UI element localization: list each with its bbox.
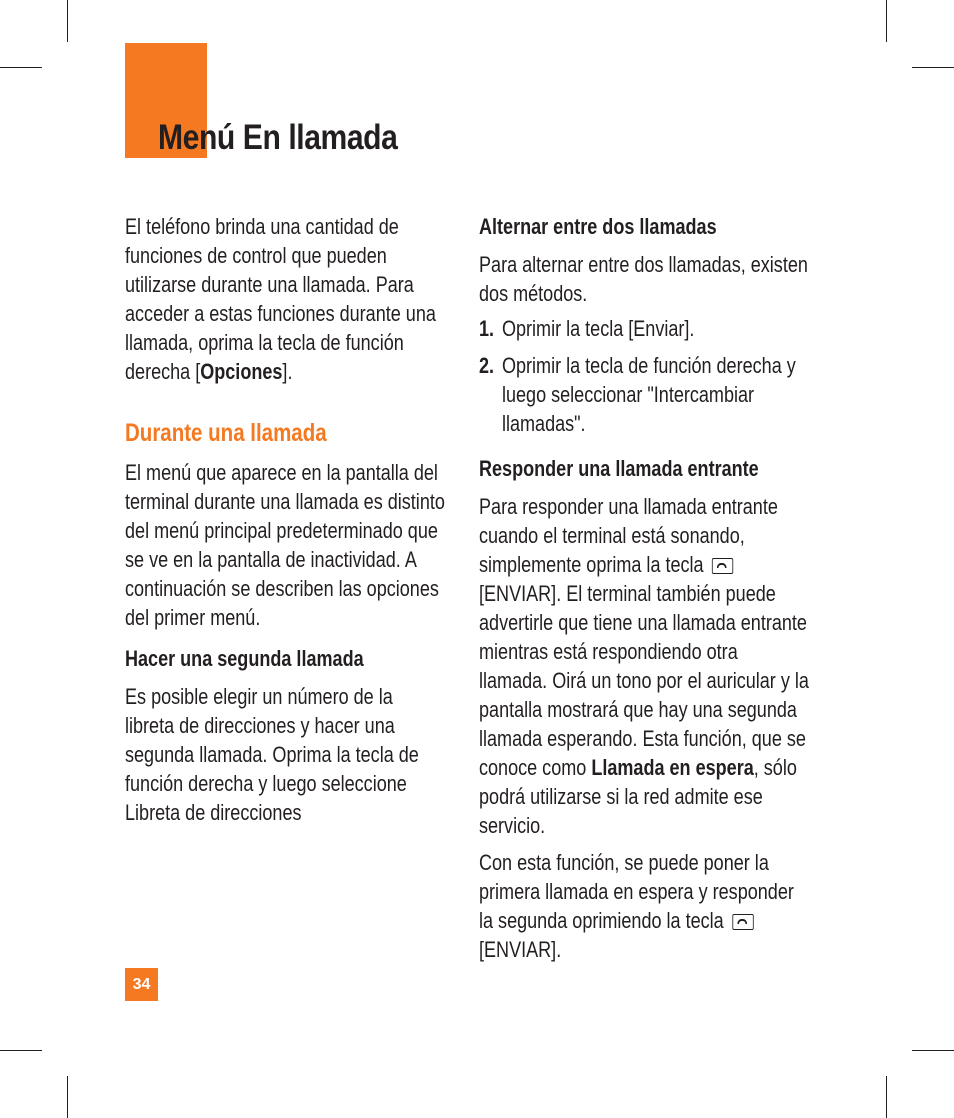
crop-mark <box>0 67 42 68</box>
hacer-heading: Hacer una segunda llamada <box>125 646 364 671</box>
crop-mark <box>67 0 68 42</box>
crop-mark <box>912 67 954 68</box>
crop-mark <box>886 1076 887 1118</box>
hacer-paragraph: Es posible elegir un número de la libreta de direcciones y hacer una segunda llamada. Oprima la tecla de función derecha y luego seleccione Libreta de direcciones <box>125 684 419 825</box>
responder-paragraph-2: Con esta función, se puede poner la primera llamada en espera y responder la segunda oprimiendo la tecla [ENVIAR]. <box>479 850 794 962</box>
left-column <box>125 212 445 827</box>
intro-paragraph: El teléfono brinda una cantidad de funciones de control que pueden utilizarse durante una llamada. Para acceder a estas funciones durante una llamada, oprima la tecla de función derecha [Opciones]. <box>125 214 436 384</box>
opciones-label: Opciones <box>200 359 283 384</box>
alternar-heading: Alternar entre dos llamadas <box>479 214 717 239</box>
durante-heading: Durante una llamada <box>125 419 327 447</box>
list-item: 2. Oprimir la tecla de función derecha y luego seleccionar "Intercambiar llamadas". <box>479 353 796 436</box>
phone-send-key-icon <box>732 914 753 930</box>
crop-mark <box>0 1050 42 1051</box>
crop-mark <box>912 1050 954 1051</box>
right-column <box>479 212 809 964</box>
responder-paragraph-1: Para responder una llamada entrante cuando el terminal está sonando, simplemente oprima la tecla [ENVIAR]. El terminal también puede advertirle que tiene una llamada entrante mientras está respondiendo otra llamada. Oirá un tono por el auricular y la pantalla mostrará que hay una segunda llamada esperando. Esta función, que se conoce como Llamada en espera, sólo podrá utilizarse si la red admite ese servicio. <box>479 494 809 838</box>
llamada-en-espera-label: Llamada en espera <box>591 755 754 780</box>
alternar-paragraph: Para alternar entre dos llamadas, existen dos métodos. <box>479 252 808 306</box>
alternar-steps <box>479 314 809 438</box>
phone-send-key-icon <box>712 558 733 574</box>
page-number: 34 <box>125 968 158 1001</box>
crop-mark <box>67 1076 68 1118</box>
responder-heading: Responder una llamada entrante <box>479 456 759 481</box>
durante-paragraph: El menú que aparece en la pantalla del terminal durante una llamada es distinto del menú principal predeterminado que se ve en la pantalla de inactividad. A continuación se describen las opciones del primer menú. <box>125 460 445 630</box>
crop-mark <box>886 0 887 42</box>
page-title: Menú En llamada <box>158 118 398 157</box>
list-item: 1. Oprimir la tecla [Enviar]. <box>479 316 695 341</box>
